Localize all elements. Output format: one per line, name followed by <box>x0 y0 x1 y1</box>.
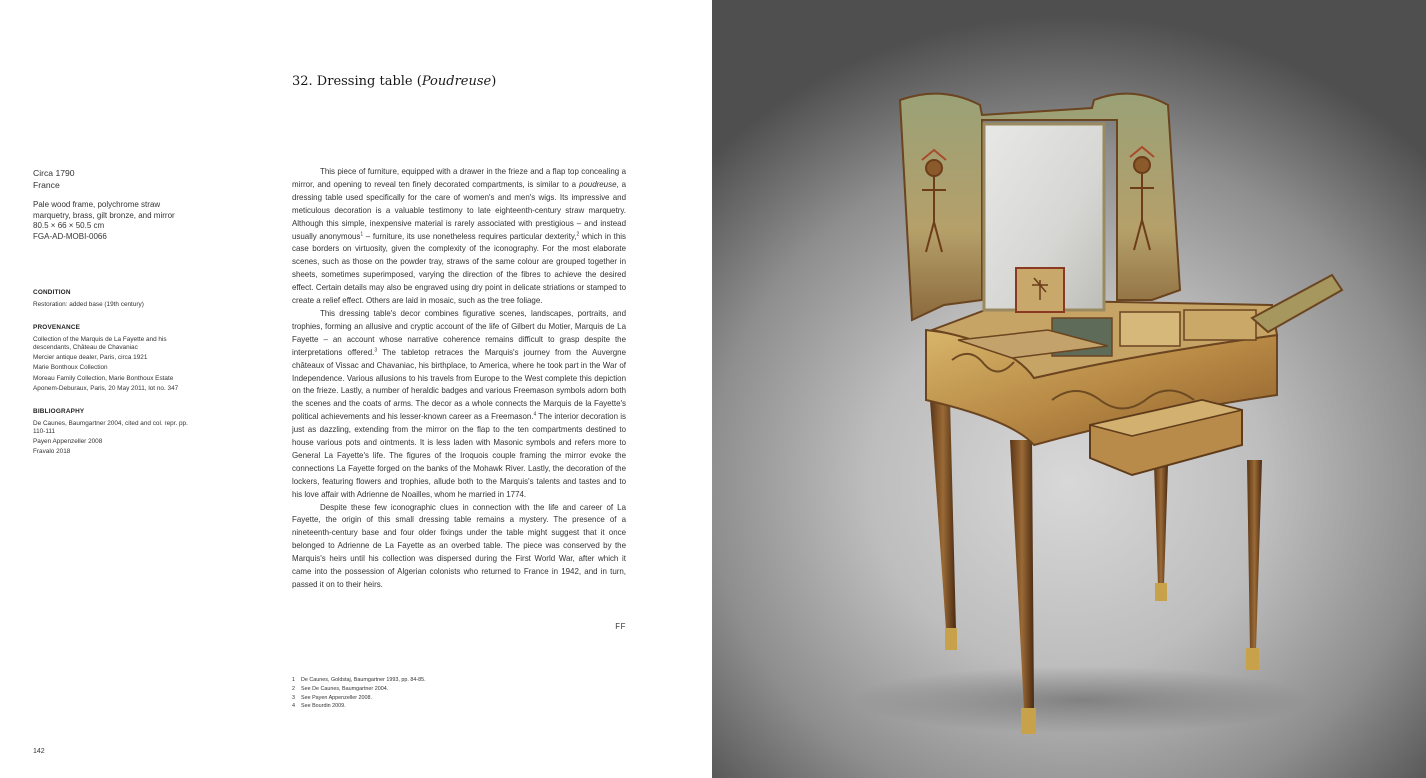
title-suffix: ) <box>491 74 497 89</box>
text-run: – furniture, its use nonetheless requires particular dexterity, <box>363 231 577 241</box>
footnote-text: See De Caunes, Baumgartner 2004. <box>301 685 389 692</box>
provenance-item: Collection of the Marquis de La Fayette and his descendants, Château de Chavaniac <box>33 335 167 351</box>
text-run: which in this case borders on virtuosity, given the complexity of the iconography. For the most elaborate scenes, such as those on the powder tray, straws of the same colour are grouped together in sheets, sometimes superimposed, varying the direction of the fibres to achieve the desired effect. Certain details may also be engraved using dry point in delicate striations or stamped to create a relief effect. Others are laid in mosaic, such as the tree foliage. <box>292 231 626 306</box>
text-run: The tabletop retraces the Marquis's journey from the Auvergne châteaux of Vissac and Chavaniac, his birthplace, to America, where he took part in the War of Independence. Various allusions to his travels from Europe to the West complete this depiction on the frieze. Lastly, a number of heraldic badges and various Freemason symbols adorn both the scenes and the coats of arms. The decor as a whole connects the Marquis de la Fayette's political achievements and his lesser-known career as a Freemason. <box>292 347 626 422</box>
foot-front-right <box>1021 708 1036 734</box>
bibliography-section <box>33 407 193 456</box>
provenance-item: Aponem-Deburaux, Paris, 20 May 2011, lot no. 347 <box>33 384 179 392</box>
dressing-table-illustration <box>712 0 1426 778</box>
text-run: This dressing table's decor combines figurative scenes, landscapes, portraits, and trophies, forming an allusive and cryptic account of the life of Gilbert du Motier, Marquis de La Fayette – an account whose narrative coherence remains difficult to grasp despite the interpretations offered. <box>292 308 626 357</box>
page-number: 142 <box>33 748 45 755</box>
condition-section <box>33 288 193 309</box>
foot-back-left <box>1155 583 1167 601</box>
footnote-text: See Payen Appenzeller 2008. <box>301 694 373 701</box>
bibliography-item: Fravalo 2018 <box>33 448 71 456</box>
footnote <box>292 702 542 711</box>
footnote-ref: 3 <box>374 347 378 354</box>
materials: Pale wood frame, polychrome straw marquetry, brass, gilt bronze, and mirror <box>33 200 175 220</box>
date: Circa 1790 <box>33 168 75 178</box>
text-run: , a dressing table used specifically for the care of women's and men's wigs. Its impressive and meticulous decoration is a valuable testimony to late eighteenth-century straw marquetry. Although this simple, inexpensive material is rarely associated with prestigious – and instead usually anonymous <box>292 179 627 241</box>
inventory-number: FGA-AD-MOBI-0066 <box>33 231 107 241</box>
title-prefix: 32. Dressing table ( <box>292 74 422 89</box>
text-run: The interior decoration is just as dazzling, extending from the mirror on the flap to the ten compartments destined to house various pots and ointments. It is less laden with Masonic symbols and refers more to General La Fayette's life. The figures of the Iroquois couple framing the mirror evoke the connections La Fayette forged on the banks of the Mohawk River. Lastly, the decoration of the lockers, featuring flowers and trophies, allude both to the Marquis's talents and tastes and to his love affair with Adrienne de Noailles, whom he married in 1774. <box>292 412 627 499</box>
paragraph-3: Despite these few iconographic clues in connection with the life and career of La Fayette, the origin of this small dressing table remains a mystery. The presence of a nineteenth-century base and four older fixings under the table might suggest that it once belonged to Adrienne de La Fayette as an overbed table. The piece was conserved by the Marquis's heirs until his collection was dispersed during the First World War, after which it came into the possession of Algerian colonists who returned to France in 1942, and in turn, passed it on to their heirs. <box>292 502 626 589</box>
footnote <box>292 685 542 694</box>
footnote <box>292 676 542 685</box>
leg-back-left <box>1154 465 1168 585</box>
footnote-number: 2 <box>292 685 295 692</box>
italic-term: poudreuse <box>578 179 617 189</box>
footnote-text: De Caunes, Goldstaj, Baumgartner 1993, pp. 84-85. <box>301 677 426 683</box>
author-initials: FF <box>615 622 626 631</box>
provenance-item: Marie Bonthoux Collection <box>33 364 108 372</box>
footnotes <box>292 676 542 711</box>
footnote-number: 4 <box>292 703 295 710</box>
paragraph-2 <box>292 308 626 502</box>
leg-front-left <box>930 400 956 630</box>
footnote-ref: 2 <box>576 230 580 237</box>
date-place <box>33 167 193 191</box>
provenance-label: PROVENANCE <box>33 324 81 332</box>
foot-front-left <box>945 628 957 650</box>
entry-title <box>292 74 496 89</box>
provenance-section <box>33 323 193 393</box>
footnote-ref: 1 <box>360 230 364 237</box>
footnote-number: 3 <box>292 694 295 701</box>
foot-back-right <box>1246 648 1259 670</box>
footnote-number: 1 <box>292 677 295 683</box>
condition-label: CONDITION <box>33 289 71 297</box>
bibliography-item: De Caunes, Baumgartner 2004, cited and col. repr. pp. 110-111 <box>33 419 188 435</box>
footnote-text: See Bourdin 2009. <box>301 703 346 710</box>
compartment <box>1120 312 1180 346</box>
right-page-photo <box>712 0 1426 778</box>
provenance-item: Moreau Family Collection, Marie Bonthoux Estate <box>33 374 174 382</box>
catalogue-metadata <box>33 167 193 465</box>
title-italic: Poudreuse <box>421 74 492 89</box>
floor-shadow <box>852 666 1312 734</box>
leg-back-right <box>1247 460 1262 650</box>
place: France <box>33 180 60 190</box>
bibliography-item: Payen Appenzeller 2008 <box>33 437 103 445</box>
condition-text: Restoration: added base (19th century) <box>33 300 144 308</box>
technical-details <box>33 200 193 242</box>
essay-text <box>292 166 626 592</box>
footnote-ref: 4 <box>533 411 537 418</box>
provenance-item: Mercier antique dealer, Paris, circa 1921 <box>33 354 148 362</box>
footnote <box>292 694 542 703</box>
paragraph-1 <box>292 166 626 308</box>
side-flap <box>1252 275 1342 332</box>
compartment <box>1184 310 1256 340</box>
bibliography-label: BIBLIOGRAPHY <box>33 407 85 415</box>
left-page <box>0 0 712 778</box>
dimensions: 80.5 × 66 × 50.5 cm <box>33 221 105 231</box>
text-run: This piece of furniture, equipped with a drawer in the frieze and a flap top concealing a mirror, and opening to reveal ten finely decorated compartments, is similar to a <box>292 167 626 189</box>
